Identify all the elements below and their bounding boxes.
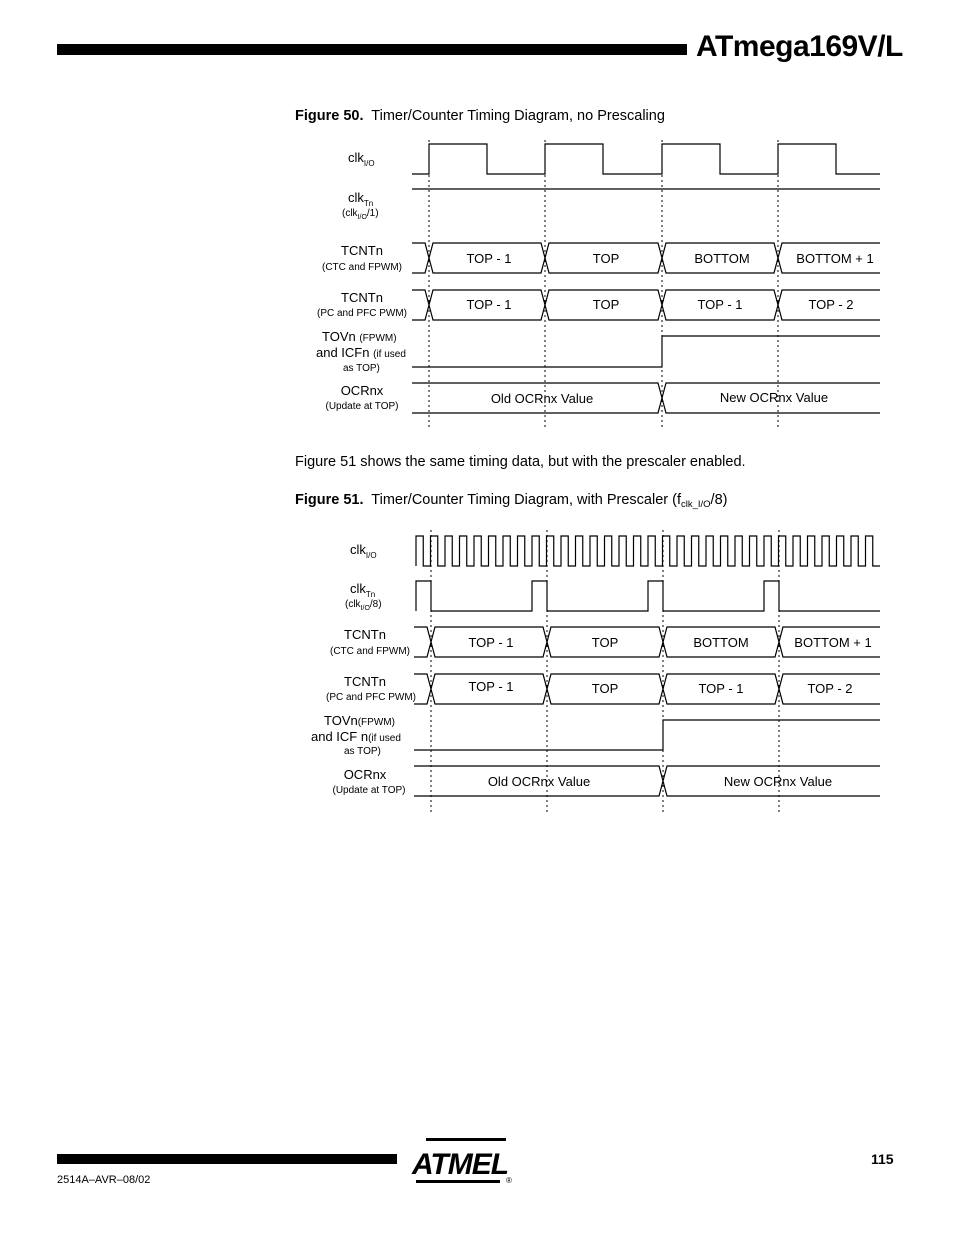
clk-io-waveform xyxy=(412,144,880,174)
signal-note-icf: as TOP) xyxy=(344,746,381,757)
ocr-value: Old OCRnx Value xyxy=(487,774,591,789)
tcnt-ctc-value: TOP - 1 xyxy=(468,635,514,650)
signal-label-tcnt-pc: TCNTn xyxy=(341,290,383,305)
clk-io-waveform xyxy=(416,536,880,566)
signal-label-tcnt-ctc: TCNTn xyxy=(341,243,383,258)
signal-note-icf: as TOP) xyxy=(343,363,380,374)
tcnt-ctc-value: TOP xyxy=(591,635,619,650)
signal-label-clk-tn: clk$_{Tn}$ xyxy=(348,190,374,208)
figure-51-title: Timer/Counter Timing Diagram, with Prescaler $(f_{clk\_I/O}/8)$ xyxy=(371,492,728,510)
signal-note-tcnt-pc: (PC and PFC PWM) xyxy=(316,308,408,319)
tcnt-pc-value: TOP - 2 xyxy=(807,681,853,696)
figure-51-number: Figure 51. xyxy=(295,492,364,508)
signal-label-ocr: OCRnx xyxy=(340,383,384,398)
header-rule xyxy=(57,44,687,55)
page-number: 115 xyxy=(871,1151,894,1167)
figure-50-timing-diagram xyxy=(0,130,954,435)
tcnt-pc-value: TOP xyxy=(591,681,619,696)
signal-label-icf: and ICF n(if used xyxy=(311,729,401,744)
signal-note-clk-tn: (clk$_{I/O}$/1) xyxy=(342,208,379,221)
clk-tn-waveform xyxy=(416,581,880,611)
signal-label-tov: TOVn(FPWM) xyxy=(324,713,395,728)
footer-rule xyxy=(57,1154,397,1164)
ocr-value: New OCRnx Value xyxy=(719,390,829,405)
signal-label-tcnt-ctc: TCNTn xyxy=(344,627,386,642)
figure-51-timing-diagram xyxy=(0,520,954,820)
signal-label-tov: TOVn (FPWM) xyxy=(322,329,397,344)
tcnt-ctc-value: TOP - 1 xyxy=(466,251,512,266)
clock-guide-lines xyxy=(431,530,779,815)
registered-mark: ® xyxy=(506,1176,512,1185)
signal-note-ocr: (Update at TOP) xyxy=(325,401,399,412)
figure-50-title: Timer/Counter Timing Diagram, no Prescaling xyxy=(371,108,665,124)
tcnt-pc-value: TOP - 1 xyxy=(698,681,744,696)
tcnt-ctc-value: BOTTOM + 1 xyxy=(796,251,874,266)
tcnt-ctc-value: BOTTOM xyxy=(694,251,750,266)
atmel-logo xyxy=(410,1136,514,1186)
clock-guide-lines xyxy=(429,140,778,430)
signal-note-tcnt-ctc: (CTC and FPWM) xyxy=(330,646,410,657)
signal-label-tcnt-pc: TCNTn xyxy=(344,674,386,689)
signal-note-clk-tn: (clk$_{I/O}$/8) xyxy=(345,599,382,612)
tcnt-pc-value: TOP - 1 xyxy=(468,679,514,694)
signal-label-icf: and ICFn (if used xyxy=(316,345,406,360)
document-code: 2514A–AVR–08/02 xyxy=(57,1174,151,1186)
atmel-logo-text: ATMEL xyxy=(411,1148,509,1181)
tcnt-pc-value: TOP xyxy=(592,297,620,312)
tcnt-ctc-value: TOP xyxy=(592,251,620,266)
figure-50-number: Figure 50. xyxy=(295,108,364,124)
tcnt-pc-value: TOP - 2 xyxy=(808,297,854,312)
signal-label-clk-io: clk$_{I/O}$ xyxy=(348,150,375,168)
signal-note-tcnt-ctc: (CTC and FPWM) xyxy=(322,262,402,273)
signal-note-ocr: (Update at TOP) xyxy=(332,785,406,796)
figure-50-caption xyxy=(295,108,665,124)
page-title: ATmega169V/L xyxy=(696,30,903,63)
tcnt-ctc-value: BOTTOM + 1 xyxy=(794,635,872,650)
signal-label-clk-io: clk$_{I/O}$ xyxy=(350,542,377,560)
ocr-value: New OCRnx Value xyxy=(723,774,833,789)
body-paragraph: Figure 51 shows the same timing data, but with the prescaler enabled. xyxy=(295,454,746,470)
signal-label-ocr: OCRnx xyxy=(343,767,387,782)
signal-note-tcnt-pc: (PC and PFC PWM) xyxy=(325,692,417,703)
tov-waveform xyxy=(414,720,880,750)
figure-51-caption xyxy=(295,492,727,510)
tcnt-pc-value: TOP - 1 xyxy=(697,297,743,312)
tcnt-pc-value: TOP - 1 xyxy=(466,297,512,312)
signal-label-clk-tn: clk$_{Tn}$ xyxy=(350,581,376,599)
tov-waveform xyxy=(412,336,880,367)
tcnt-ctc-value: BOTTOM xyxy=(693,635,749,650)
ocr-value: Old OCRnx Value xyxy=(490,391,594,406)
